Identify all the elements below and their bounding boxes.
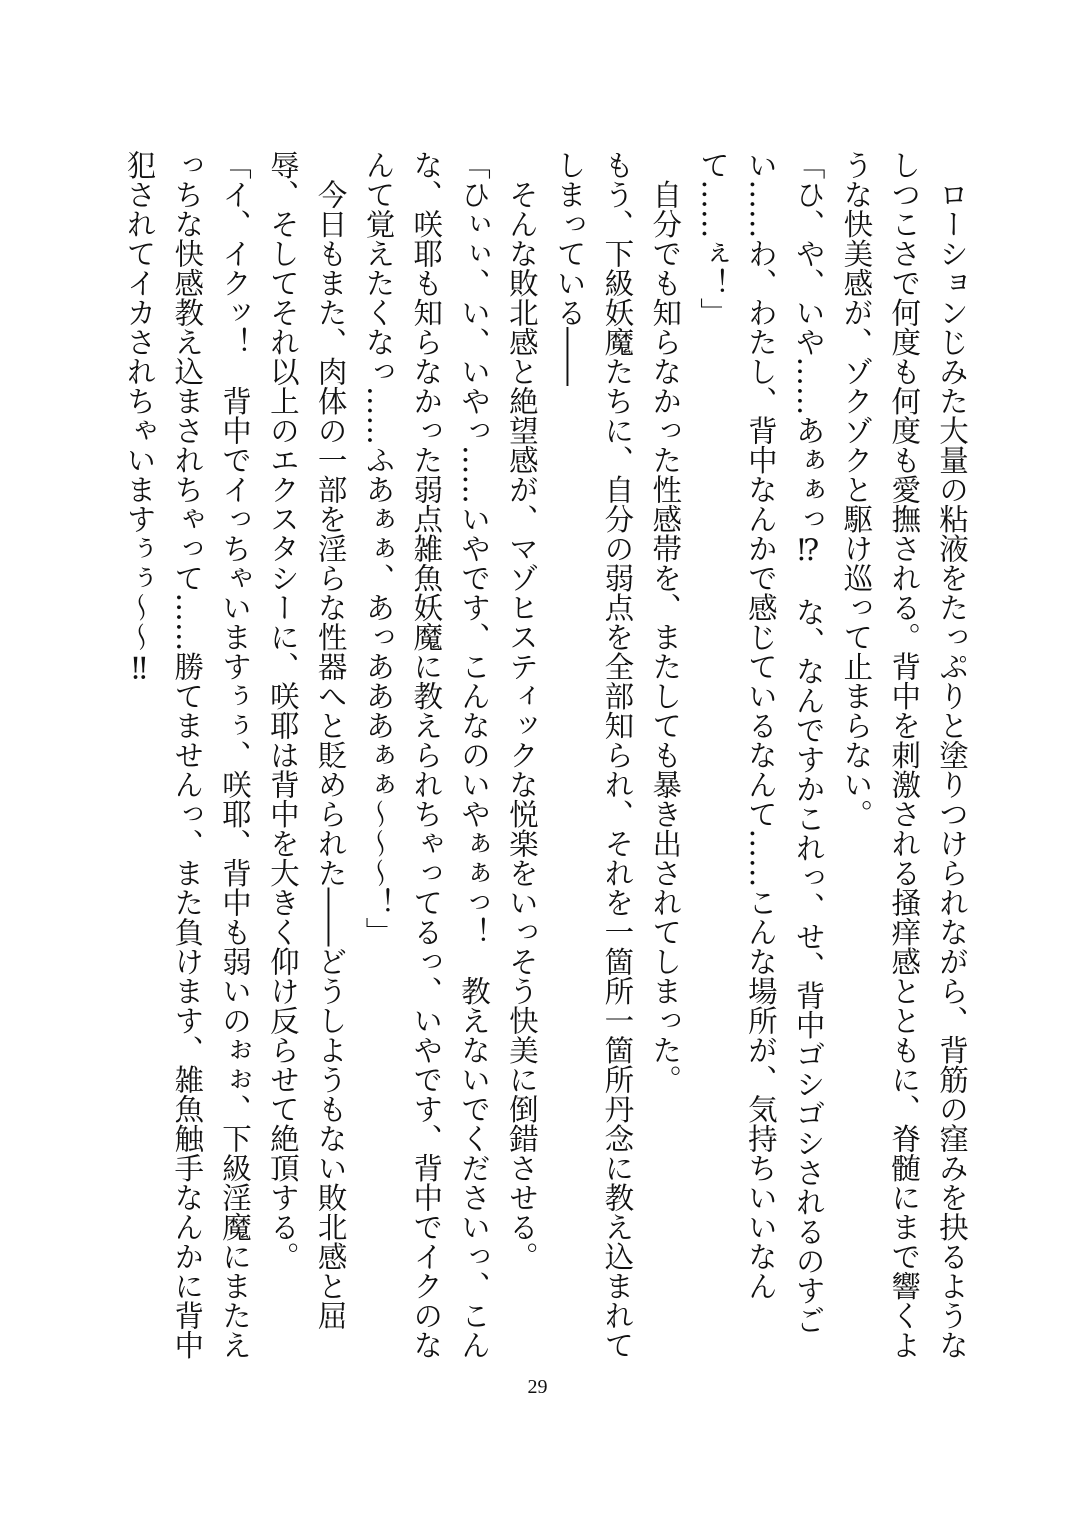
paragraph: 自分でも知らなかった性感帯を、またしても暴き出されてしまった。	[648, 150, 683, 1094]
paragraph: もう、下級妖魔たちに、自分の弱点を全部知られ、それを一箇所一箇所丹念に教え込まれてしまっている――	[552, 150, 635, 1360]
paragraph: 「ひぃぃ、い、いやっ……いやです、こんなのいやぁぁっ！ 教えないでくださいっ、こんな、咲耶も知らなかった弱点雑魚妖魔に教えられちゃってるっ、いやです、背中でイクのなんて覚えたくなっ……ふあぁぁ、あっあああぁぁ～～～！」	[361, 150, 492, 1360]
vertical-text-body	[75, 150, 975, 1360]
paragraph: 今日もまた、肉体の一部を淫らな性器へと貶められた――どうしようもない敗北感と屈辱、そしてそれ以上のエクスタシーに、咲耶は背中を大きく仰け反らせて絶頂する。	[265, 150, 348, 1330]
paragraph: ローションじみた大量の粘液をたっぷりと塗りつけられながら、背筋の窪みを抉るようなしつこさで何度も何度も愛撫される。背中を刺激される掻痒感とともに、脊髄にまで響くような快美感が、ゾクゾクと駆け巡って止まらない。	[839, 150, 969, 1360]
paragraph: 「イ、イクッ！ 背中でイっちゃいますぅぅ、咲耶、背中も弱いのぉぉ、下級淫魔にまたえっちな快感教え込まされちゃって……勝てませんっ、また負けます、雑魚触手なんかに背中犯されてイカされちゃいますぅぅ～～‼	[122, 150, 253, 1360]
paragraph: 「ひ、や、いや……あぁぁっ⁉ な、なんですかこれっ、せ、背中ゴシゴシされるのすごい……わ、わたし、背中なんかで感じているなんて……こんな場所が、気持ちいいなんて……ぇ！」	[696, 150, 826, 1335]
page-number: 29	[527, 1376, 548, 1398]
paragraph: そんな敗北感と絶望感が、マゾヒスティックな悦楽をいっそう快美に倒錯させる。	[504, 150, 539, 1271]
